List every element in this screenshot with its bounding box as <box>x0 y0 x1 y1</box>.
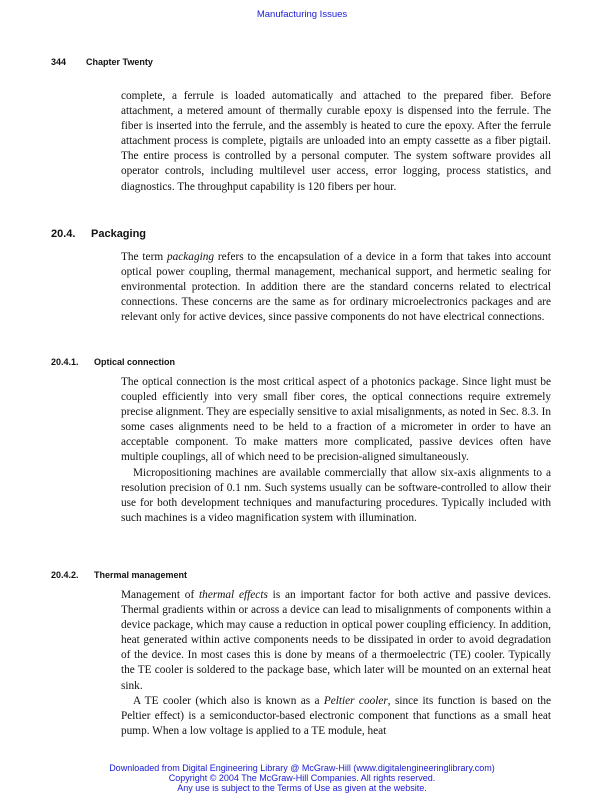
thermal-paragraph-2: A TE cooler (which also is known as a Peltier cooler, since its function is based on the Peltier effect) is a semiconductor-based electronic component that functions as a small heat pump. When a low voltage is applied to a TE module, heat <box>121 694 551 737</box>
footer-copyright: Copyright © 2004 The McGraw-Hill Companies. All rights reserved. <box>168 773 436 783</box>
packaging-paragraph: The term packaging refers to the encapsulation of a device in a form that takes into account optical power coupling, thermal management, mechanical support, and hermetic sealing for environmental protection. In addition there are the standard concerns related to electrical connections. These concerns are the same as for ordinary microelectronics packages and are relevant only for active devices, since passive components do not have electrical connections. <box>121 251 551 324</box>
optical-connection-body <box>121 375 551 526</box>
page-number: 344 <box>51 57 67 67</box>
chapter-title: Chapter Twenty <box>86 57 153 67</box>
section-heading-packaging <box>51 228 146 240</box>
subsection-number: 20.4.2. <box>51 570 79 580</box>
subsection-heading-optical-connection <box>51 357 175 367</box>
running-head: Manufacturing Issues <box>256 9 348 20</box>
subsection-number: 20.4.1. <box>51 357 79 367</box>
thermal-paragraph-1: Management of thermal effects is an important factor for both active and passive devices. Thermal gradients within or across a device can lead to misalignments of components within a device package, which may cause a reduction in optical power coupling efficiency. In addition, heat generated within active components needs to be dissipated in order to avoid degradation of the device. In most cases this is done by means of a thermoelectric (TE) cooler. Typically the TE cooler is soldered to the package base, which later will be mounted on an external heat sink. <box>121 589 552 692</box>
page-footer <box>0 763 604 793</box>
term-thermal-effects: thermal effects <box>199 589 268 601</box>
subsection-title: Optical connection <box>94 357 176 367</box>
subsection-heading-thermal-management <box>51 570 187 580</box>
intro-paragraph <box>121 89 551 195</box>
term-packaging: packaging <box>166 251 215 263</box>
optical-paragraph-2: Micropositioning machines are available commercially that allow six-axis alignments to a resolution precision of 0.1 nm. Such systems usually can be software-controlled to allow their use for both development techniques and manufacturing procedures. Typically included with such machines is a video magnification system with illumination. <box>121 466 551 524</box>
term-peltier-cooler: Peltier cooler <box>323 694 388 707</box>
subsection-title: Thermal management <box>94 570 188 580</box>
optical-paragraph-1: The optical connection is the most critical aspect of a photonics package. Since light must be coupled efficiently into very small fiber cores, the optical connections require extremely precise alignment. They are especially sensitive to axial misalignments, as noted in Sec. 8.3. In some cases alignments need to be held to a fraction of a micrometer in order to have an acceptable component. To make matters more complicated, passive devices often have multiple couplings, all of which need to be precision-aligned simultaneously. <box>121 376 551 464</box>
section-number: 20.4. <box>51 228 76 240</box>
thermal-management-body <box>121 588 551 739</box>
page-header <box>51 57 153 67</box>
intro-paragraph-text: complete, a ferrule is loaded automatically and attached to the prepared fiber. Before attachment, a metered amount of thermally curable epoxy is dispensed into the ferrule. The fiber is inserted into the ferrule, and the assembly is heated to cure the epoxy. After the ferrule attachment process is complete, pigtails are unloaded into an empty cassette as a fiber pigtail. The entire process is controlled by a personal computer. The system software provides all operator controls, including multilevel user access, error logging, process statistics, and diagnostics. The throughput capability is 120 fibers per hour. <box>121 90 551 193</box>
footer-download-link[interactable]: Downloaded from Digital Engineering Library @ McGraw-Hill (www.digitalengineeringlibrary.com) <box>109 763 495 773</box>
footer-terms: Any use is subject to the Terms of Use as given at the website. <box>177 783 427 793</box>
section-title: Packaging <box>91 228 147 240</box>
